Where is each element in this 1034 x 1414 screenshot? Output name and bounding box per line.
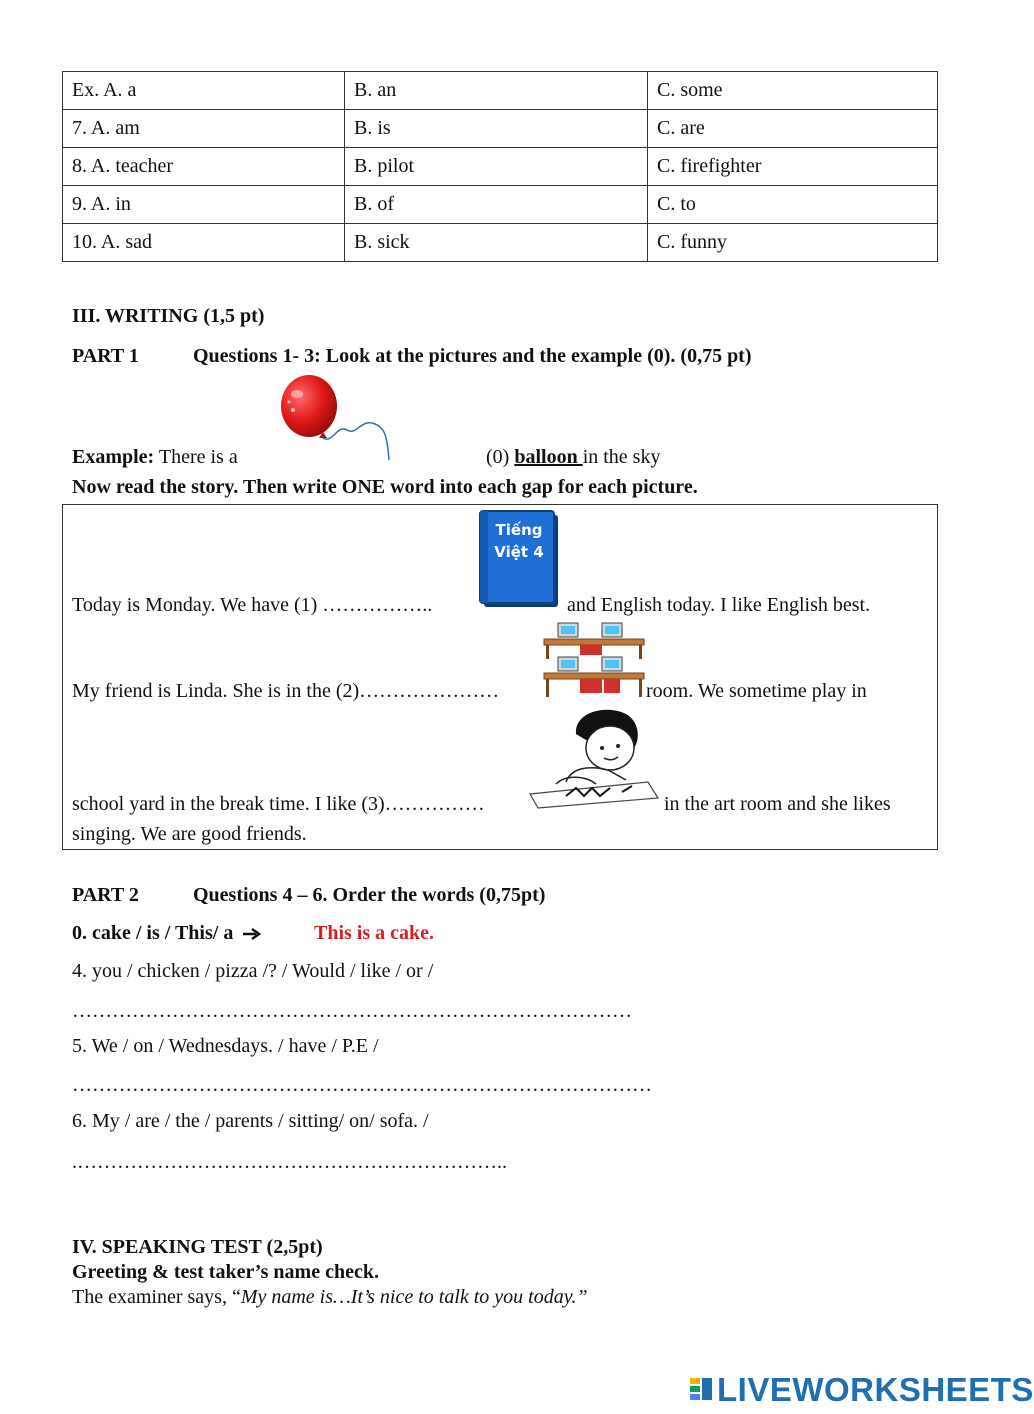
option-a-cell: 10. A. sad <box>63 224 345 262</box>
question-6: 6. My / are / the / parents / sitting/ on/ sofa. / <box>72 1110 429 1132</box>
liveworksheets-logo-icon <box>690 1376 714 1404</box>
answer-line-5[interactable]: …………………………………………………………………………… <box>72 1074 652 1096</box>
option-b-cell: B. pilot <box>345 148 648 186</box>
arrow-right-icon <box>242 927 262 941</box>
answer-line-4[interactable]: ………………………………………………………………………… <box>72 1000 632 1022</box>
story-line-1a: Today is Monday. We have (1) …………….. <box>72 594 433 616</box>
option-a-cell: 9. A. in <box>63 186 345 224</box>
examiner-line <box>72 1286 588 1309</box>
options-row <box>63 110 938 148</box>
part2-example-question <box>72 922 262 945</box>
example-text: There is a <box>154 446 238 468</box>
question-4: 4. you / chicken / pizza /? / Would / like / or / <box>72 960 434 982</box>
story-line-1b: and English today. I like English best. <box>567 594 871 616</box>
speaking-heading: IV. SPEAKING TEST (2,5pt) <box>72 1236 323 1258</box>
examiner-text: The examiner says, “ <box>72 1286 241 1308</box>
option-b-cell: B. of <box>345 186 648 224</box>
option-c-cell: C. firefighter <box>648 148 938 186</box>
answer-line-6[interactable]: .……………………………………………………….. <box>72 1151 507 1173</box>
option-c-cell: C. to <box>648 186 938 224</box>
example-tail: in the sky <box>582 446 661 468</box>
writing-heading: III. WRITING (1,5 pt) <box>72 305 265 327</box>
example-label: Example: <box>72 446 155 468</box>
story-line-3a: school yard in the break time. I like (3)…………… <box>72 793 485 815</box>
part2-example-text: 0. cake / is / This/ a <box>72 922 234 944</box>
story-instruction: Now read the story. Then write ONE word into each gap for each picture. <box>72 476 698 498</box>
answer-options-table <box>62 71 938 262</box>
question-5: 5. We / on / Wednesdays. / have / P.E / <box>72 1035 379 1057</box>
liveworksheets-logo[interactable] <box>690 1372 1034 1408</box>
option-b-cell: B. is <box>345 110 648 148</box>
story-line-2a: My friend is Linda. She is in the (2)………………… <box>72 680 500 702</box>
computer-room-picture <box>542 621 646 697</box>
options-row <box>63 186 938 224</box>
option-b-cell: B. sick <box>345 224 648 262</box>
part2-title: Questions 4 – 6. Order the words (0,75pt) <box>193 884 546 906</box>
example-line <box>72 446 238 469</box>
example-answer-line <box>486 446 660 469</box>
part1-title: Questions 1- 3: Look at the pictures and the example (0). (0,75 pt) <box>193 345 752 367</box>
example-number: (0) <box>486 446 510 468</box>
part1-label: PART 1 <box>72 345 139 367</box>
book-picture <box>478 509 560 609</box>
options-row <box>63 148 938 186</box>
example-answer: balloon <box>514 446 583 468</box>
option-a-cell: Ex. A. a <box>63 72 345 110</box>
option-a-cell: 7. A. am <box>63 110 345 148</box>
part2-example-answer: This is a cake. <box>314 922 435 944</box>
liveworksheets-logo-text: LIVEWORKSHEETS <box>717 1371 1034 1408</box>
option-a-cell: 8. A. teacher <box>63 148 345 186</box>
book-title: Tiếng Việt 4 <box>494 521 544 561</box>
story-line-2b: room. We sometime play in <box>646 680 867 702</box>
story-line-4: singing. We are good friends. <box>72 823 307 845</box>
option-b-cell: B. an <box>345 72 648 110</box>
examiner-quote: My name is…It’s nice to talk to you today.” <box>240 1286 588 1308</box>
balloon-picture <box>275 372 400 464</box>
story-line-3b: in the art room and she likes <box>664 793 891 815</box>
drawing-boy-picture <box>526 704 662 812</box>
speaking-subheading: Greeting & test taker’s name check. <box>72 1261 379 1283</box>
option-c-cell: C. are <box>648 110 938 148</box>
options-row <box>63 224 938 262</box>
part2-label: PART 2 <box>72 884 139 906</box>
option-c-cell: C. funny <box>648 224 938 262</box>
options-row <box>63 72 938 110</box>
option-c-cell: C. some <box>648 72 938 110</box>
